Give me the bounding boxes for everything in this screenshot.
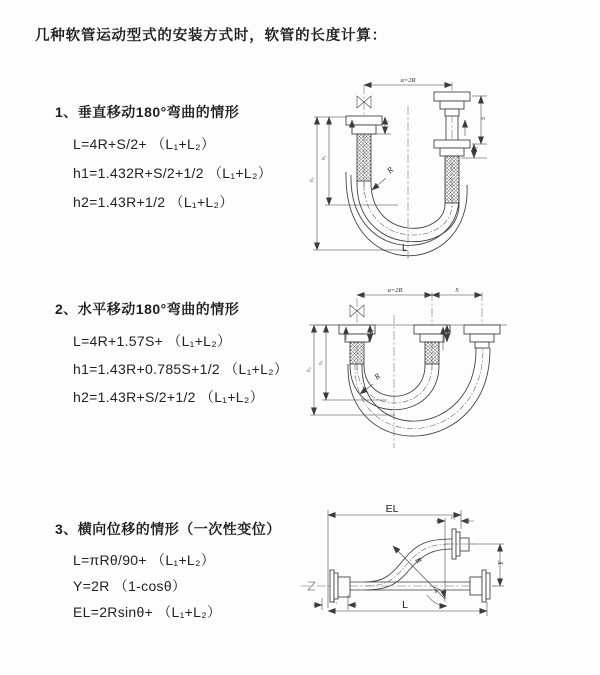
braided-hose-section <box>425 342 439 364</box>
formula-line: h2=1.43R+S/2+1/2 （L₁+L₂） <box>73 389 264 405</box>
dim-label-radius: R <box>413 555 424 566</box>
u-bend-hose-position-2 <box>348 348 490 436</box>
dim-label-h1: h₁ <box>318 360 324 365</box>
formula-line: Y=2R （1-cosθ） <box>73 578 187 594</box>
formula-line: L=4R+1.57S+ （L₁+L₂） <box>73 333 232 349</box>
dim-label-l2: L₂ <box>450 515 456 520</box>
dimension-s <box>472 96 487 144</box>
right-pipe-assembly <box>464 325 500 348</box>
formula-list <box>73 327 288 411</box>
dim-label-radius: R <box>372 371 383 382</box>
dim-label-length: L <box>402 243 408 254</box>
dim-label-h2: h₂ <box>306 367 312 372</box>
diagram-lateral-displacement <box>295 498 600 648</box>
dim-label-l: L <box>402 599 408 611</box>
dim-label-h1: h₁ <box>321 155 327 160</box>
formula-line: h1=1.432R+S/2+1/2 （L₁+L₂） <box>73 165 273 181</box>
dim-label-y: Y <box>497 561 505 565</box>
dim-label-el: EL <box>385 503 399 515</box>
dimension-a2r <box>364 77 452 85</box>
dim-label-l1: L₁ <box>384 120 389 125</box>
dimension-a2r <box>357 287 432 295</box>
section-heading: 1、垂直移动180°弯曲的情形 <box>55 104 240 120</box>
formula-line: h1=1.43R+0.785S+1/2 （L₁+L₂） <box>73 361 289 377</box>
dimension-l <box>328 599 487 616</box>
braided-hose-section <box>445 156 459 203</box>
formula-line: EL=2Rsinθ+ （L₁+L₂） <box>73 604 222 620</box>
dim-label-s: S <box>481 117 487 120</box>
left-flange-assembly <box>330 570 350 602</box>
u-bend-hose-position-1 <box>350 364 439 410</box>
dimension-radius <box>372 164 396 190</box>
braided-hose-section <box>350 342 364 364</box>
section-horizontal-bend <box>55 299 288 411</box>
left-pipe-assembly <box>346 116 382 181</box>
formula-list <box>73 547 281 625</box>
dim-label-h2: h₂ <box>309 177 315 182</box>
right-pipe-assembly <box>434 92 470 203</box>
section-heading: 2、水平移动180°弯曲的情形 <box>55 301 240 317</box>
formula-line: L=4R+S/2+ （L₁+L₂） <box>73 136 216 152</box>
braided-hose-section <box>357 134 371 181</box>
diagram-vertical-180-bend <box>300 70 600 265</box>
dim-label-s: S <box>455 287 459 294</box>
dimension-s <box>432 287 482 295</box>
dim-label-a2r: a=2R <box>400 77 416 84</box>
dim-label-l2: L₂ <box>446 329 451 334</box>
middle-pipe-assembly <box>414 325 450 364</box>
section-vertical-bend <box>55 102 272 217</box>
dim-label-theta: θ <box>434 590 438 595</box>
section-lateral-displacement <box>55 519 281 625</box>
dimension-radius <box>360 371 382 394</box>
page-title: 几种软管运动型式的安装方式时，软管的长度计算： <box>35 28 387 44</box>
diagram-horizontal-180-bend <box>295 280 600 465</box>
dim-label-l2: L₂ <box>473 146 478 151</box>
formula-line: h2=1.43R+1/2 （L₁+L₂） <box>73 194 234 210</box>
formula-list <box>73 130 272 217</box>
dim-label-a2r: a=2R <box>387 287 403 294</box>
section-heading: 3、横向位移的情形（一次性变位） <box>55 521 281 537</box>
dim-label-radius: R <box>384 164 396 176</box>
dim-label-l1: L₁ <box>369 329 374 334</box>
formula-line: L=πRθ/90+ （L₁+L₂） <box>73 552 216 568</box>
dim-label-l1: L₁ <box>332 599 338 604</box>
